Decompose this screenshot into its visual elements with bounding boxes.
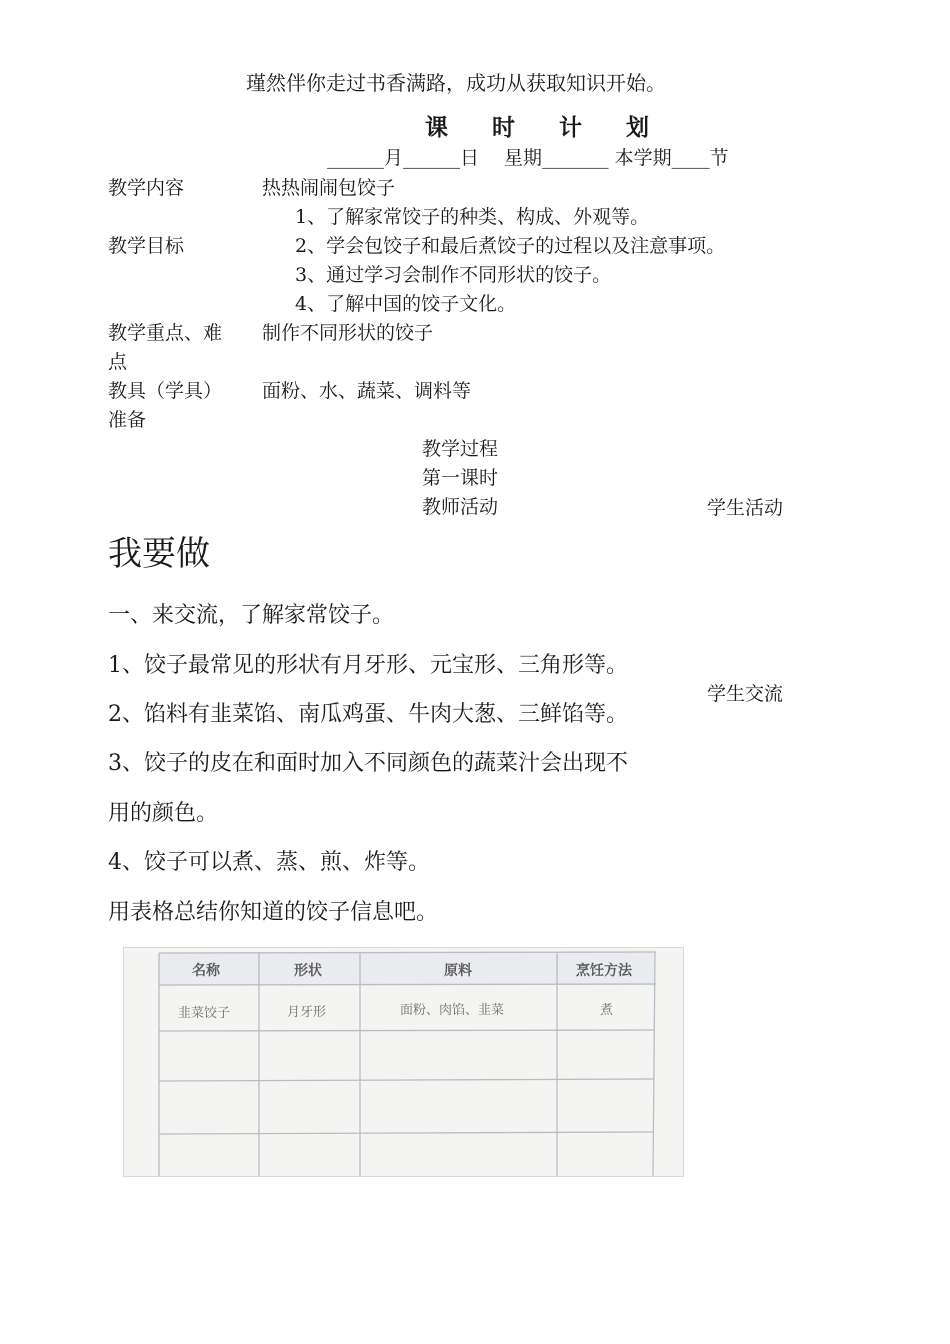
dumpling-table-photo — [123, 947, 684, 1177]
section-title: 我要做 — [108, 534, 210, 574]
key-points-value: 制作不同形状的饺子 — [262, 322, 434, 344]
photo-cell-method: 煮 — [600, 1003, 614, 1018]
photo-cell-name: 韭菜饺子 — [178, 1006, 231, 1021]
key-points-label-cont: 点 — [108, 351, 128, 373]
body-item: 4、饺子可以煮、蒸、煎、炸等。 — [108, 850, 430, 875]
body-item: 用的颜色。 — [108, 801, 219, 826]
date-line: ______月______日 星期_______ 本学期____节 — [327, 147, 729, 169]
photo-header-name: 名称 — [192, 963, 220, 979]
page-title: 课 时 计 划 — [425, 114, 668, 141]
photo-header-method: 烹饪方法 — [576, 963, 632, 979]
student-activity-header: 学生活动 — [707, 497, 784, 519]
content-label: 教学内容 — [108, 177, 185, 199]
goal-item: 4、了解中国的饺子文化。 — [295, 293, 517, 315]
key-points-label: 教学重点、难 — [108, 322, 223, 344]
process-heading: 教学过程 — [422, 438, 499, 460]
photo-header-ingredients: 原料 — [444, 963, 472, 979]
goal-item: 2、学会包饺子和最后煮饺子的过程以及注意事项。 — [295, 235, 726, 257]
student-activity-text: 学生交流 — [707, 683, 784, 705]
teacher-activity-header: 教师活动 — [422, 496, 499, 518]
goal-item: 3、通过学习会制作不同形状的饺子。 — [295, 264, 612, 286]
body-item: 1、饺子最常见的形状有月牙形、元宝形、三角形等。 — [108, 653, 628, 678]
body-item: 3、饺子的皮在和面时加入不同颜色的蔬菜汁会出现不 — [108, 751, 628, 776]
intro-text: 一、来交流，了解家常饺子。 — [108, 603, 395, 628]
tools-label-cont: 准备 — [108, 409, 147, 431]
photo-header-shape: 形状 — [294, 963, 322, 979]
motto: 瑾然伴你走过书香满路，成功从获取知识开始。 — [246, 71, 666, 95]
photo-cell-shape: 月牙形 — [287, 1005, 327, 1020]
tools-value: 面粉、水、蔬菜、调料等 — [262, 380, 472, 402]
tools-label: 教具（学具） — [108, 380, 223, 402]
photo-cell-ingredients: 面粉、肉馅、韭菜 — [400, 1003, 505, 1018]
goal-item: 1、了解家常饺子的种类、构成、外观等。 — [295, 206, 650, 228]
goals-label: 教学目标 — [108, 235, 185, 257]
summary-text: 用表格总结你知道的饺子信息吧。 — [108, 900, 439, 925]
content-value: 热热闹闹包饺子 — [262, 177, 396, 199]
lesson-label: 第一课时 — [422, 467, 499, 489]
body-item: 2、馅料有韭菜馅、南瓜鸡蛋、牛肉大葱、三鲜馅等。 — [108, 702, 628, 727]
table-grid — [124, 948, 683, 1176]
